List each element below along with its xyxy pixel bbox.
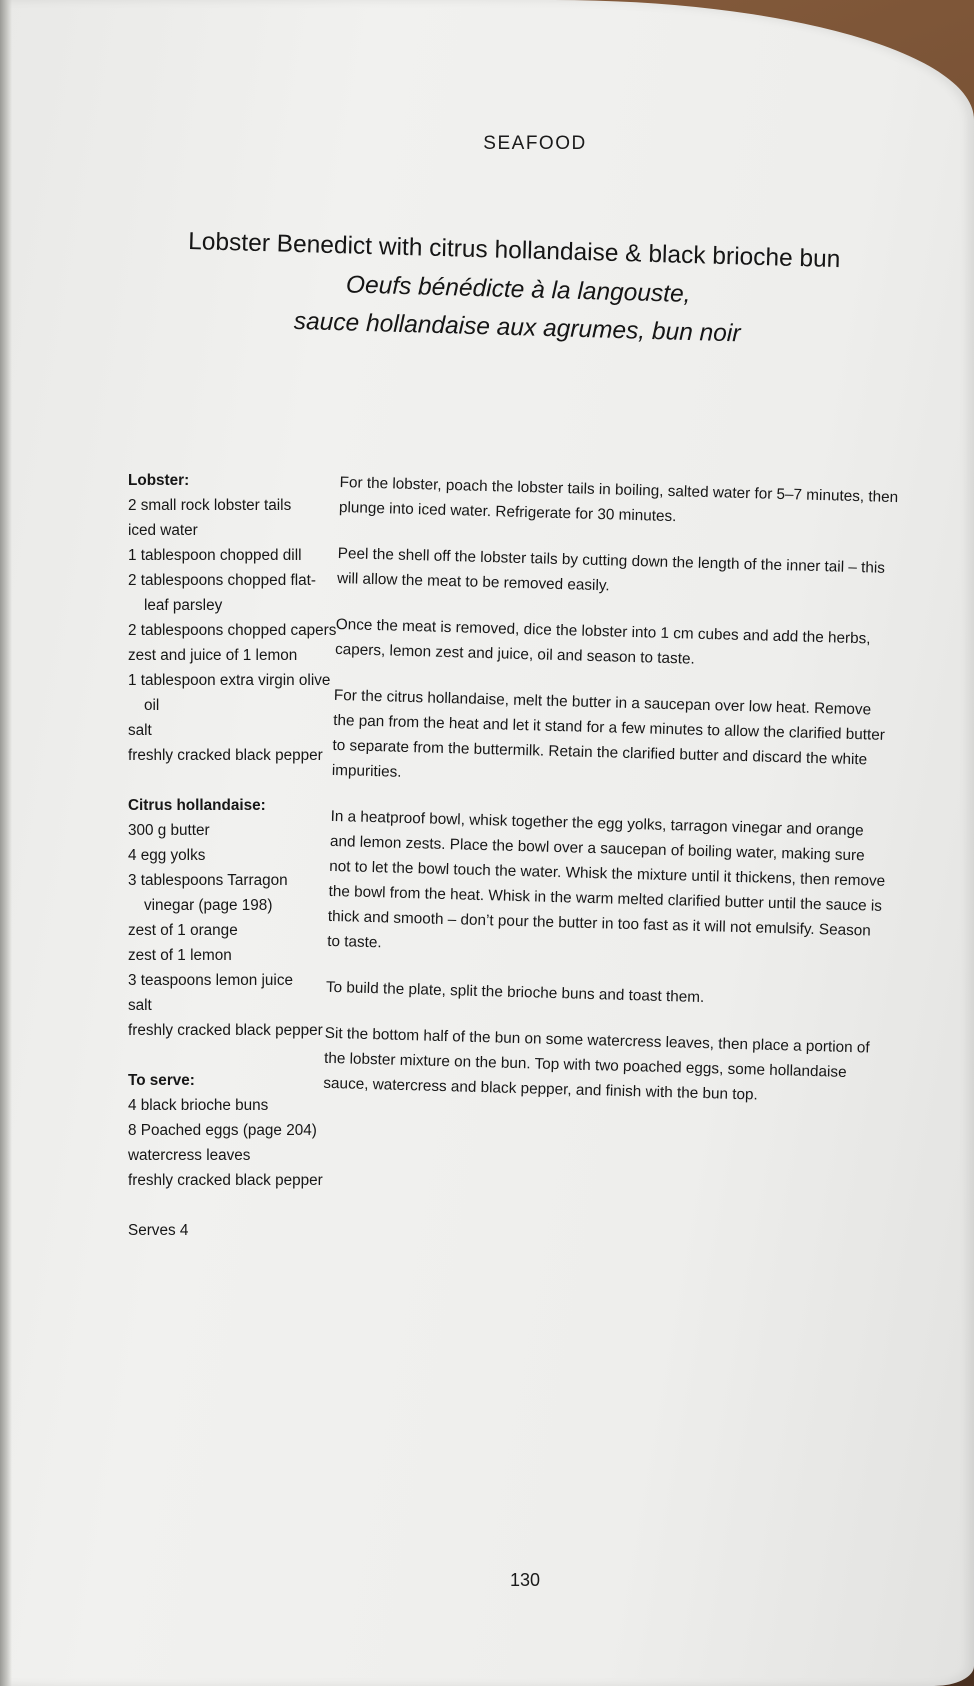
page-binding-edge (0, 0, 12, 1686)
recipe-title-english: Lobster Benedict with citrus hollandaise & black brioche bun (187, 227, 841, 274)
ingredient-group-hollandaise (128, 793, 338, 1043)
ingredient-group-heading: To serve: (128, 1072, 195, 1089)
ingredient-group-lobster (128, 468, 338, 768)
page-number: 130 (510, 1570, 541, 1590)
ingredient-item: 3 teaspoons lemon juice (128, 972, 293, 989)
ingredient-item: 4 egg yolks (128, 847, 206, 864)
method-column (322, 470, 899, 1132)
ingredient-item: 2 tablespoons chopped capers (128, 622, 337, 639)
ingredient-item: 1 tablespoon chopped dill (128, 547, 302, 564)
ingredient-item: 8 Poached eggs (page 204) (128, 1122, 317, 1139)
ingredient-item: watercress leaves (128, 1147, 251, 1164)
recipe-title-french-line2: sauce hollandaise aux agrumes, bun noir (293, 307, 741, 348)
ingredient-item: 2 small rock lobster tails (128, 497, 292, 514)
ingredient-item: salt (128, 722, 152, 739)
recipe-title-block (187, 222, 850, 356)
ingredient-item: freshly cracked black pepper (128, 1022, 323, 1039)
ingredient-item: freshly cracked black pepper (128, 1172, 323, 1189)
ingredient-item: zest of 1 orange (128, 922, 238, 939)
method-step: In a heatproof bowl, whisk together the egg yolks, tarragon vinegar and orange and lemon zests. Place the bowl over a saucepan of boiling water, making sure not to let the bowl touch the water. Whisk the mixture until it thickens, then remove the bowl from the heat. Whisk in the warm melted clarified butter until the sauce is thick and smooth – don’t pour the butter in too fast as it will not emulsify. Season to taste. (327, 807, 886, 952)
ingredient-item: 1 tablespoon extra virgin olive oil (128, 672, 331, 714)
method-step: For the lobster, poach the lobster tails in boiling, salted water for 5–7 minutes, then plunge into iced water. Refrigerate for 30 minutes. (338, 473, 899, 526)
ingredient-item: zest and juice of 1 lemon (128, 647, 298, 664)
method-step: Sit the bottom half of the bun on some watercress leaves, then place a portion of the lobster mixture on the bun. Top with two poached eggs, some hollandaise sauce, watercress and black pepper, and finish with the bun top. (323, 1024, 870, 1104)
method-step: For the citrus hollandaise, melt the butter in a saucepan over low heat. Remove the pan from the heat and let it stand for a few minutes to allow the clarified butter to separate from the buttermilk. Retain the clarified butter and discard the white impurities. (331, 686, 886, 781)
method-step: To build the plate, split the brioche buns and toast them. (325, 978, 705, 1007)
method-step: Peel the shell off the lobster tails by cutting down the length of the inner tail – this will allow the meat to be removed easily. (336, 544, 886, 595)
ingredient-group-to-serve (128, 1068, 338, 1193)
recipe-title-french-line1: Oeufs bénédicte à la langouste, (345, 271, 691, 308)
ingredient-item: 3 tablespoons Tarragon vinegar (page 198) (128, 872, 288, 914)
ingredient-item: iced water (128, 522, 198, 539)
ingredient-item: 300 g butter (128, 822, 210, 839)
ingredient-group-heading: Lobster: (128, 472, 190, 489)
section-heading: SEAFOOD (483, 133, 587, 154)
ingredient-item: 4 black brioche buns (128, 1097, 269, 1114)
ingredients-column (128, 468, 338, 1243)
ingredient-group-heading: Citrus hollandaise: (128, 797, 266, 814)
ingredient-item: salt (128, 997, 152, 1014)
ingredient-item: zest of 1 lemon (128, 947, 232, 964)
serves-count: Serves 4 (128, 1222, 189, 1239)
method-step: Once the meat is removed, dice the lobster into 1 cm cubes and add the herbs, capers, lemon zest and juice, oil and season to taste. (334, 615, 871, 668)
ingredient-item: freshly cracked black pepper (128, 747, 323, 764)
ingredient-item: 2 tablespoons chopped flat-leaf parsley (128, 572, 316, 614)
